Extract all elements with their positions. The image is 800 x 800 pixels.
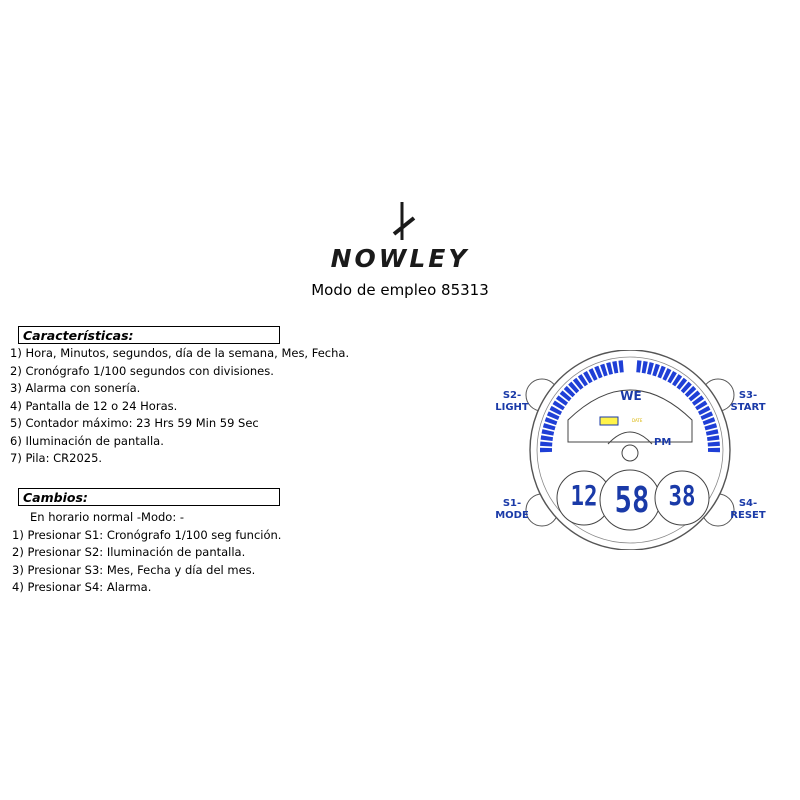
list-item: 3) Presionar S3: Mes, Fecha y día del mes. — [12, 562, 256, 577]
list-item: 5) Contador máximo: 23 Hrs 59 Min 59 Sec — [10, 416, 259, 430]
list-item: 7) Pila: CR2025. — [10, 451, 103, 465]
list-item: 2) Presionar S2: Iluminación de pantalla. — [12, 545, 246, 559]
button-label-s2: S2- LIGHT — [495, 390, 529, 413]
center-pivot — [622, 445, 638, 461]
features-heading: Características: — [18, 326, 280, 344]
minutes-digits: 58 — [614, 480, 650, 521]
changes-list — [12, 509, 281, 597]
brand-logo — [330, 200, 470, 275]
meridiem-indicator: PM — [654, 437, 672, 448]
brand-name: NOWLEY — [330, 244, 470, 273]
alarm-tag — [600, 417, 618, 425]
list-item: 1) Hora, Minutos, segundos, día de la semana, Mes, Fecha. — [10, 346, 350, 360]
day-of-week: WE — [620, 389, 642, 403]
seconds-digits: 38 — [668, 479, 696, 512]
hours-digits: 12 — [570, 479, 598, 512]
date-tag: DATE — [632, 418, 643, 423]
list-item: 4) Presionar S4: Alarma. — [12, 580, 152, 594]
slashed-i-mark-icon — [390, 200, 420, 242]
list-item: 4) Pantalla de 12 o 24 Horas. — [10, 398, 178, 413]
watch-diagram — [480, 350, 780, 550]
lcd-segment — [540, 448, 552, 452]
button-label-s3: S3- START — [730, 390, 766, 413]
button-label-s1: S1- MODE — [495, 498, 529, 521]
features-list — [10, 345, 349, 468]
lcd-segment — [708, 448, 720, 452]
list-item: 6) Iluminación de pantalla. — [10, 433, 164, 448]
changes-intro: En horario normal -Modo: - — [30, 510, 184, 524]
list-item: 3) Alarma con sonería. — [10, 381, 141, 395]
document-title: Modo de empleo 85313 — [311, 281, 489, 299]
button-label-s4: S4- RESET — [730, 498, 766, 521]
list-item: 1) Presionar S1: Cronógrafo 1/100 seg función. — [12, 527, 282, 542]
list-item: 2) Cronógrafo 1/100 segundos con divisiones. — [10, 363, 274, 378]
changes-heading: Cambios: — [18, 488, 280, 506]
